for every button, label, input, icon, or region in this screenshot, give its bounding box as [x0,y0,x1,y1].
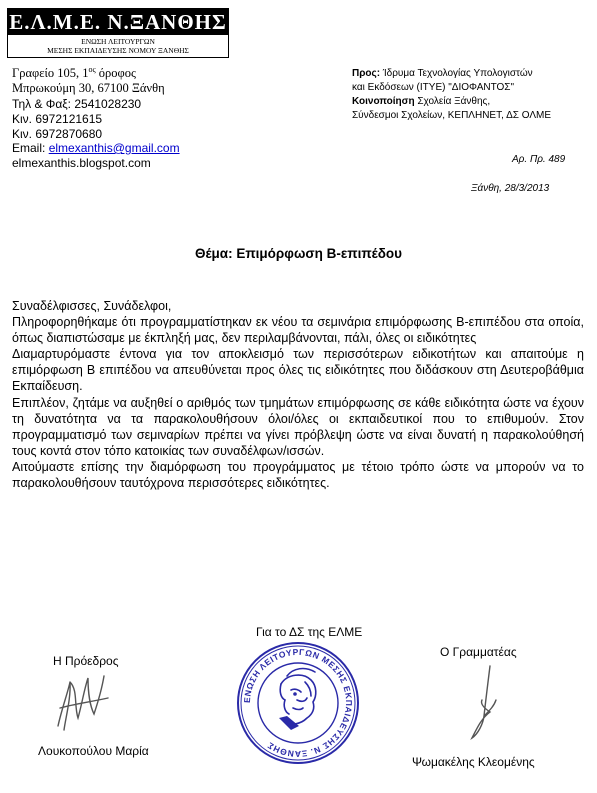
body-paragraph-1: Πληροφορηθήκαμε ότι προγραμματίστηκαν εκ νέου τα σεμινάρια επιμόρφωσης Β-επιπέδου στα οποία, όπως διαπιστώσαμε με έκπληξή μας, δεν περιλαμβάνονται, πάλι, όλες οι ειδικότητες [12,315,584,346]
letter-body [12,298,584,491]
body-paragraph-2: Διαμαρτυρόμαστε έντονα για τον αποκλεισμό των περισσότερων ειδικοτήτων και απαιτούμε η επιμόρφωση Β επιπέδου να απευθύνεται προς όλες τις ειδικότητες που διδάσκουν στη Δευτεροβάθμια Εκπαίδευση. [12,347,584,394]
president-name: Λουκοπούλου Μαρία [38,744,149,758]
recipient-to-line-2: και Εκδόσεων (ΙΤΥΕ) "ΔΙΟΦΑΝΤΟΣ" [352,82,515,93]
secretary-title: Ο Γραμματέας [440,645,517,659]
secretary-name: Ψωμακέλης Κλεομένης [412,755,535,769]
president-signature-image [44,668,124,740]
recipient-cc-line-1 [352,95,490,109]
stamp-ring-text: ΕΝΩΣΗ ΛΕΙΤΟΥΡΓΩΝ ΜΕΣΗΣ ΕΚΠΑΙΔΕΥΣΗΣ Ν. ΞΑΝΘΗΣ [241,646,355,760]
recipient-to-text: Ίδρυμα Τεχνολογίας Υπολογιστών [380,68,533,79]
email-label: Email: [12,141,49,155]
body-greeting: Συναδέλφισσες, Συνάδελφοι, [12,299,172,313]
contact-mobile-2: Κιν. 6972870680 [12,127,103,141]
contact-phone-fax: Τηλ & Φαξ: 2541028230 [12,97,142,111]
body-paragraph-3: Επιπλέον, ζητάμε να αυξηθεί ο αριθμός των τμημάτων επιμόρφωσης σε κάθε ειδικότητα ώστε να έχουν τη δυνατότητα να τα παρακολουθήσουν όλοι/όλες οι εκπαιδευτικοί που το επιθυμούν. Στον προγραμματισμό των σεμιναρίων πρέπει να γίνει πρόβλεψη ώστε να είναι δυνατή η παρακολούθησή τους κοντά στον τόπο κατοικίας των συναδέλφων/ισσών. [12,395,584,458]
letterhead-title: Ε.Λ.Μ.Ε. Ν.ΞΑΝΘΗΣ [9,10,227,34]
contact-blog[interactable]: elmexanthis.blogspot.com [12,156,151,170]
body-paragraph-4: Αιτούμαστε επίσης την διαμόρφωση του προγράμματος με τέτοιο τρόπο ώστε να μπορούν να το παρακολουθήσουν ταυτόχρονα περισσότερες ειδικότητες. [12,459,584,491]
office-text: Γραφείο 105, 1 [12,66,89,80]
letter-date: Ξάνθη, 28/3/2013 [471,183,550,194]
contact-mobile-1: Κιν. 6972121615 [12,112,103,126]
recipient-cc-text: Σχολεία Ξάνθης, [414,96,491,107]
letterhead-subtitle-2: ΜΕΣΗΣ ΕΚΠΑΙΔΕΥΣΗΣ ΝΟΜΟΥ ΞΑΝΘΗΣ [47,46,189,55]
protocol-number: Αρ. Πρ. 489 [512,154,566,165]
letterhead-subtitle-1: ΕΝΩΣΗ ΛΕΙΤΟΥΡΓΩΝ [81,37,155,46]
office-superscript: ος [88,64,96,74]
letterhead-logo [7,8,229,58]
secretary-signature-image [460,660,510,745]
recipient-to-line-1 [352,67,533,81]
recipient-cc-label: Κοινοποίηση [352,96,415,107]
svg-text:ΕΝΩΣΗ ΛΕΙΤΟΥΡΓΩΝ ΜΕΣΗΣ ΕΚΠΑΙΔΕ [242,647,354,759]
board-signature-label: Για το ΔΣ της ΕΛΜΕ [256,625,363,639]
recipient-to-label: Προς: [352,68,381,79]
recipient-cc-line-2: Σύνδεσμοι Σχολείων, ΚΕΠΛΗΝΕΤ, ΔΣ ΟΛΜΕ [352,110,552,121]
president-title: Η Πρόεδρος [53,654,119,668]
office-floor: όροφος [95,66,136,80]
official-stamp [235,640,361,766]
contact-street: Μπρωκούμη 30, 67100 Ξάνθη [12,81,165,95]
contact-email [12,141,180,156]
email-link[interactable]: elmexanthis@gmail.com [48,141,180,155]
contact-office [12,66,136,81]
subject-heading: Θέμα: Επιμόρφωση Β-επιπέδου [194,246,403,261]
